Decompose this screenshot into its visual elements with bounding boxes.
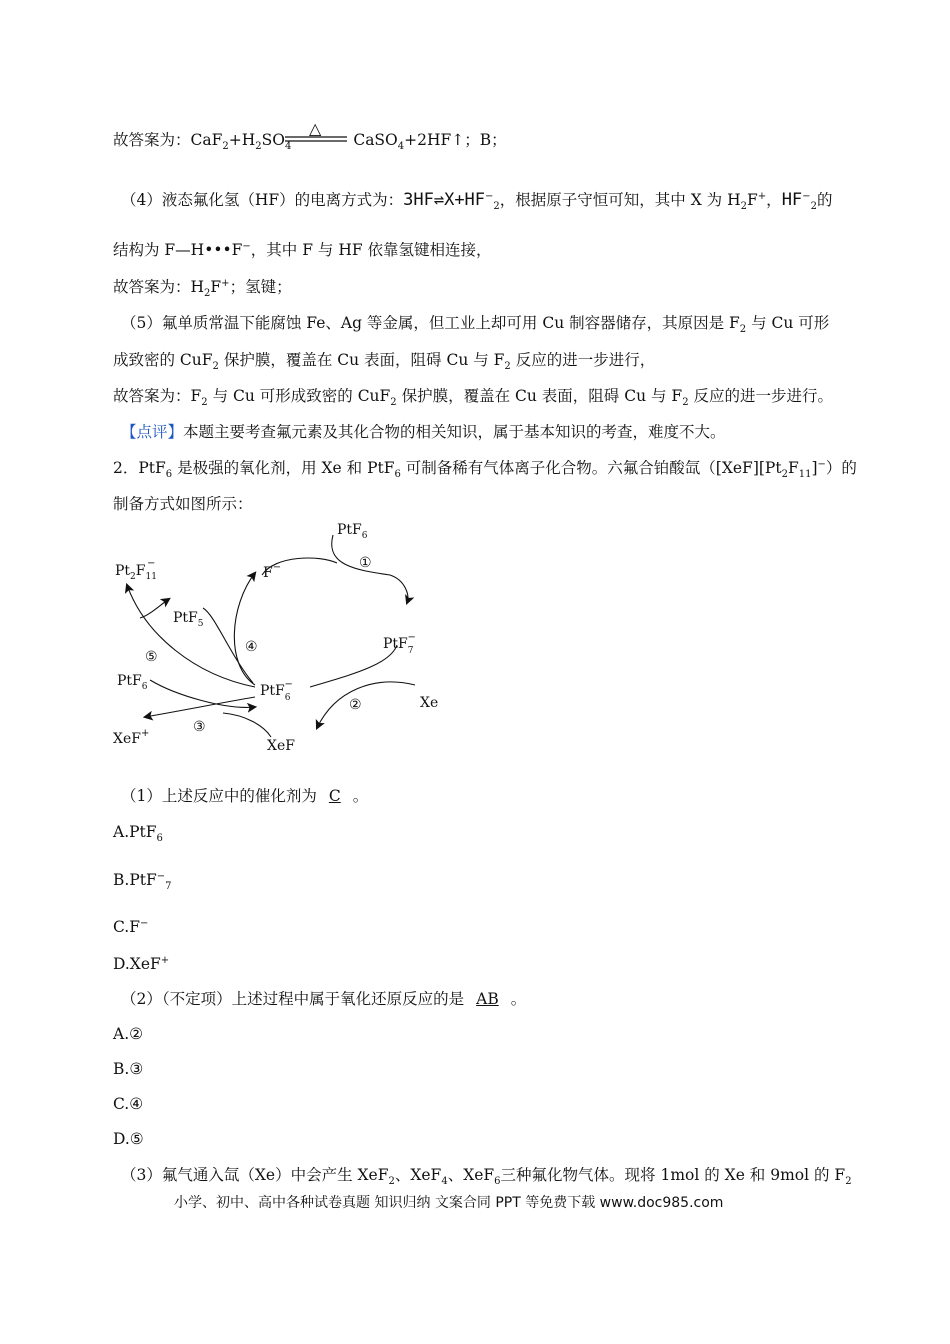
- step-1-label: ①: [359, 555, 372, 571]
- sub1-option-c: C.F−: [113, 917, 149, 936]
- step-3-label: ③: [193, 719, 206, 735]
- heat-symbol: △: [309, 122, 322, 138]
- page-footer: 小学、初中、高中各种试卷真题 知识归纳 文案合同 PPT 等免费下载 www.doc985.com: [174, 1195, 724, 1211]
- sub3-question: （3）氟气通入氙（Xe）中会产生 XeF$_2$、XeF$_4$、XeF$_6$三种氟化物气体。现将 1mol 的 Xe 和 9mol 的 $F_2$: [121, 1166, 852, 1188]
- sub2-option-c: C.④: [113, 1095, 144, 1113]
- label-xef: XeF: [267, 738, 295, 754]
- sub2-question: （2）（不定项）上述过程中属于氧化还原反应的是 AB 。: [121, 990, 527, 1008]
- part4-line2: 结构为 F—H•••F−，其中 F 与 HF 依靠氢键相连接，: [113, 240, 492, 259]
- part5-answer: 故答案为：$F_2$ 与 Cu 可形成致密的 CuF$_2$ 保护膜，覆盖在 Cu 表面，阻碍 Cu 与 $F_2$ 反应的进一步进行。: [113, 387, 833, 409]
- label-xe: Xe: [420, 695, 439, 711]
- question2-line1: 2．PtF$_6$ 是极强的氧化剂，用 Xe 和 PtF$_6$ 可制备稀有气体离子化合物。六氟合铂酸氙$([XeF][Pt_2F_{11}]^-)$的: [113, 458, 857, 481]
- reaction-cycle-diagram: [105, 515, 455, 760]
- step-5-label: ⑤: [145, 649, 158, 665]
- sub2-option-b: B.③: [113, 1060, 144, 1078]
- step-2-label: ②: [349, 697, 362, 713]
- label-pt2f11: $Pt_2F_{11}-$: [115, 558, 157, 582]
- label-ptf5: PtF$_5$: [173, 610, 204, 629]
- comment-tag: 【点评】: [121, 423, 184, 441]
- part5-line2: 成致密的 CuF$_2$ 保护膜，覆盖在 Cu 表面，阻碍 Cu 与 $F_2$ 反应的进一步进行，: [113, 351, 656, 373]
- comment-line: 【点评】本题主要考查氟元素及其化合物的相关知识，属于基本知识的考查，难度不大。: [121, 423, 726, 441]
- step-4-label: ④: [245, 639, 258, 655]
- sub1-option-a: A.PtF$_6$: [113, 823, 163, 845]
- sub1-answer: C: [328, 787, 341, 805]
- sub2-option-a: A.②: [113, 1025, 144, 1043]
- sub1-option-b: B.PtF−$_7$: [113, 870, 172, 893]
- part4-line1: （4）液态氟化氢（HF）的电离方式为：$3HF\rightleftharpoons X+HF^-_2$，根据原子守恒可知，其中 X 为 $H_2F^+$，$HF^-_2$的: [121, 190, 833, 213]
- sub1-question: （1）上述反应中的催化剂为 C 。: [121, 787, 369, 805]
- sub2-answer: AB: [476, 990, 499, 1008]
- sub1-option-d: D.XeF+: [113, 954, 170, 973]
- part5-line1: （5）氟单质常温下能腐蚀 Fe、Ag 等金属，但工业上却可用 Cu 制容器储存，其原因是 $F_2$ 与 Cu 可形: [121, 314, 830, 336]
- sub2-option-d: D.⑤: [113, 1130, 144, 1148]
- label-xef-plus: XeF+: [113, 728, 150, 747]
- label-ptf6-center: PtF$_6$−: [260, 679, 293, 703]
- answer-line-3: 故答案为：$CaF_2+H_2SO_4$ CaSO$_4$+2HF↑；B；: [113, 131, 507, 153]
- question2-line2: 制备方式如图所示：: [113, 495, 253, 513]
- heating-condition-arrow: [285, 122, 347, 144]
- label-f-minus: F−: [263, 562, 282, 581]
- label-ptf7: PtF$_7$−: [383, 632, 416, 656]
- label-ptf6-left: PtF$_6$: [117, 673, 148, 692]
- part4-answer: 故答案为：$H_2F^+$；氢键；: [113, 277, 292, 300]
- label-ptf6-top: PtF$_6$: [337, 522, 368, 541]
